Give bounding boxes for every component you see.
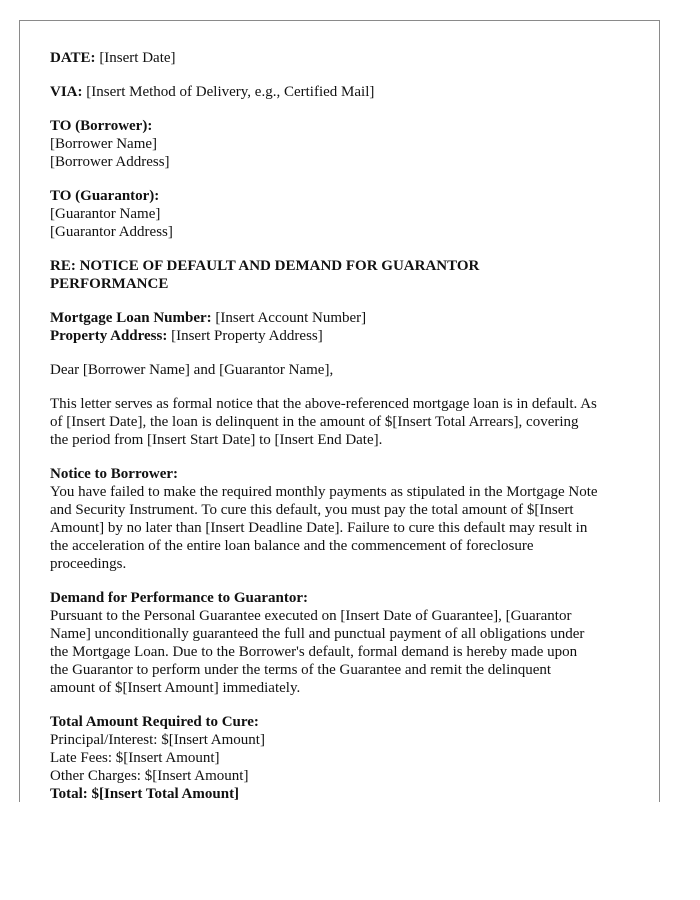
property-address-label: Property Address: [50, 328, 168, 344]
re-subject-line-1: RE: NOTICE OF DEFAULT AND DEMAND FOR GUARANTOR [50, 258, 480, 274]
property-address-value: [Insert Property Address] [167, 328, 323, 344]
date-line [50, 49, 650, 67]
date-label: DATE: [50, 50, 96, 66]
re-subject [50, 257, 650, 293]
via-value: [Insert Method of Delivery, e.g., Certified Mail] [82, 84, 375, 100]
to-borrower-block [50, 117, 650, 171]
demand-to-guarantor [50, 589, 650, 697]
demand-guarantor-line: the Guarantor to perform under the terms of the Guarantee and remit the delinquent [50, 662, 552, 678]
intro-paragraph [50, 395, 650, 449]
guarantor-name: [Guarantor Name] [50, 206, 161, 222]
notice-borrower-line: You have failed to make the required monthly payments as stipulated in the Mortgage Note [50, 484, 598, 500]
demand-guarantor-line: Name] unconditionally guaranteed the full and punctual payment of all obligations under [50, 626, 585, 642]
salutation-text: Dear [Borrower Name] and [Guarantor Name], [50, 362, 334, 378]
notice-to-borrower [50, 465, 650, 573]
notice-borrower-line: proceedings. [50, 556, 127, 572]
total-line: Total: $[Insert Total Amount] [50, 786, 240, 802]
loan-number-value: [Insert Account Number] [211, 310, 367, 326]
intro-line: of [Insert Date], the loan is delinquent in the amount of $[Insert Total Arrears], covering [50, 414, 579, 430]
borrower-address: [Borrower Address] [50, 154, 170, 170]
letter-page [19, 20, 660, 802]
re-subject-line-2: PERFORMANCE [50, 276, 169, 292]
demand-guarantor-line: Pursuant to the Personal Guarantee executed on [Insert Date of Guarantee], [Guarantor [50, 608, 572, 624]
notice-borrower-line: and Security Instrument. To cure this default, you must pay the total amount of $[Insert [50, 502, 574, 518]
demand-guarantor-line: the Mortgage Loan. Due to the Borrower's default, formal demand is hereby made upon [50, 644, 578, 660]
salutation [50, 361, 650, 379]
via-line [50, 83, 650, 101]
to-guarantor-heading: TO (Guarantor): [50, 188, 160, 204]
date-value: [Insert Date] [95, 50, 176, 66]
total-cure-heading: Total Amount Required to Cure: [50, 714, 259, 730]
via-label: VIA: [50, 84, 83, 100]
notice-borrower-line: the acceleration of the entire loan balance and the commencement of foreclosure [50, 538, 534, 554]
notice-borrower-heading: Notice to Borrower: [50, 466, 178, 482]
borrower-name: [Borrower Name] [50, 136, 158, 152]
letter-body [50, 49, 650, 802]
to-guarantor-block [50, 187, 650, 241]
loan-number-label: Mortgage Loan Number: [50, 310, 212, 326]
notice-borrower-line: Amount] by no later than [Insert Deadline Date]. Failure to cure this default may result in [50, 520, 588, 536]
other-charges-line: Other Charges: $[Insert Amount] [50, 768, 249, 784]
late-fees-line: Late Fees: $[Insert Amount] [50, 750, 220, 766]
to-borrower-heading: TO (Borrower): [50, 118, 153, 134]
intro-line: the period from [Insert Start Date] to [Insert End Date]. [50, 432, 383, 448]
loan-details [50, 309, 650, 345]
demand-guarantor-line: amount of $[Insert Amount] immediately. [50, 680, 301, 696]
guarantor-address: [Guarantor Address] [50, 224, 173, 240]
total-amount-to-cure [50, 713, 650, 802]
intro-line: This letter serves as formal notice that the above-referenced mortgage loan is in default. As [50, 396, 597, 412]
principal-interest-line: Principal/Interest: $[Insert Amount] [50, 732, 265, 748]
demand-guarantor-heading: Demand for Performance to Guarantor: [50, 590, 308, 606]
